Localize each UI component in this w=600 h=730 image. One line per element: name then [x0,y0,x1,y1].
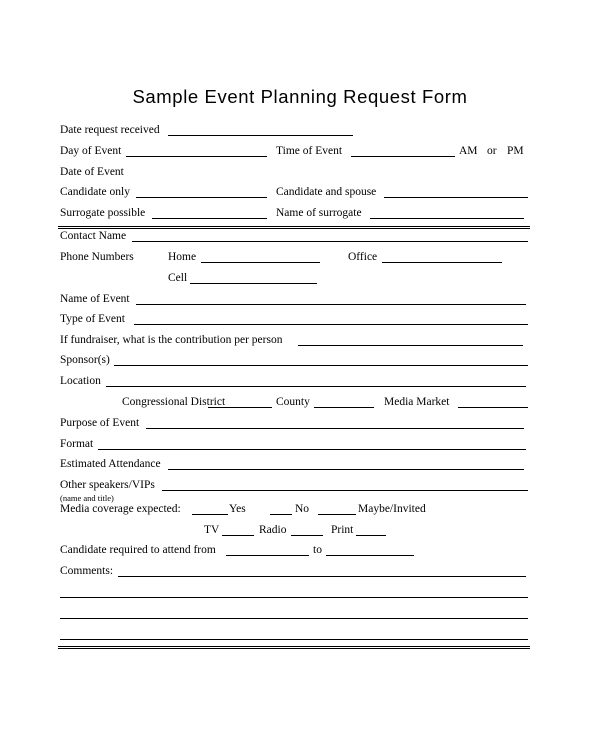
field-time-event[interactable] [351,156,455,157]
label-phone-numbers: Phone Numbers [60,251,134,263]
label-surrogate-possible: Surrogate possible [60,207,146,219]
field-county[interactable] [314,407,374,408]
field-radio[interactable] [291,535,323,536]
divider-double-bottom [58,646,530,649]
label-fundraiser: If fundraiser, what is the contribution per person [60,334,283,346]
label-home: Home [168,251,197,263]
label-media-coverage: Media coverage expected: [60,503,181,515]
field-name-surrogate[interactable] [370,218,524,219]
label-media-market: Media Market [384,396,450,408]
label-print: Print [331,524,354,536]
row-candidate [0,185,600,201]
label-date-request: Date request received [60,124,160,136]
field-congressional[interactable] [208,407,272,408]
row-cell [0,271,600,287]
label-tv: TV [204,524,220,536]
row-comments [0,564,600,580]
row-district [0,395,600,411]
field-media-market[interactable] [458,407,528,408]
field-sponsors[interactable] [114,365,528,366]
label-am: AM [459,145,478,157]
field-type-event[interactable] [134,324,528,325]
label-date-event: Date of Event [60,166,124,178]
label-name-surrogate: Name of surrogate [276,207,362,219]
field-attend-from[interactable] [226,555,309,556]
row-comments-3 [0,606,600,622]
row-fundraiser [0,333,600,349]
field-day-event[interactable] [126,156,267,157]
field-candidate-spouse[interactable] [384,197,528,198]
label-type-event: Type of Event [60,313,125,325]
row-day-time [0,144,600,160]
label-or: or [487,145,497,157]
label-maybe: Maybe/Invited [358,503,426,515]
label-name-event: Name of Event [60,293,130,305]
field-comments[interactable] [118,576,526,577]
label-name-title: (name and title) [60,493,114,503]
label-office: Office [348,251,378,263]
row-date-event [0,165,600,181]
field-location[interactable] [106,386,526,387]
row-comments-4 [0,627,600,643]
field-name-event[interactable] [136,304,526,305]
label-attend-from: Candidate required to attend from [60,544,216,556]
row-contact-name [0,229,600,245]
row-format [0,437,600,453]
row-attend [0,543,600,559]
field-no[interactable] [270,514,292,515]
field-attendance[interactable] [168,469,524,470]
field-contact-name[interactable] [132,241,528,242]
row-type-event [0,312,600,328]
label-speakers: Other speakers/VIPs [60,479,155,491]
label-sponsors: Sponsor(s) [60,354,110,366]
field-tv[interactable] [222,535,254,536]
label-to: to [313,544,322,556]
field-maybe[interactable] [318,514,356,515]
row-comments-2 [0,585,600,601]
field-comments-line[interactable] [60,639,528,640]
field-surrogate-possible[interactable] [152,218,267,219]
field-fundraiser[interactable] [298,345,523,346]
row-sponsors [0,353,600,369]
label-county: County [276,396,310,408]
field-print[interactable] [356,535,386,536]
label-format: Format [60,438,94,450]
row-media-type [0,523,600,539]
label-time-event: Time of Event [276,145,343,157]
field-attend-to[interactable] [326,555,414,556]
field-date-request[interactable] [168,135,353,136]
label-attendance: Estimated Attendance [60,458,161,470]
row-surrogate [0,206,600,222]
label-congressional: Congressional District [122,396,226,408]
field-home-phone[interactable] [201,262,320,263]
field-office-phone[interactable] [382,262,502,263]
label-no: No [295,503,310,515]
field-cell-phone[interactable] [190,283,317,284]
label-contact-name: Contact Name [60,230,127,242]
label-pm: PM [507,145,524,157]
field-comments-line[interactable] [60,618,528,619]
row-attendance [0,457,600,473]
label-cell: Cell [168,272,188,284]
label-comments: Comments: [60,565,114,577]
label-day-event: Day of Event [60,145,122,157]
row-purpose [0,416,600,432]
label-purpose: Purpose of Event [60,417,140,429]
field-purpose[interactable] [146,428,524,429]
row-phone [0,250,600,266]
label-candidate-only: Candidate only [60,186,130,198]
label-candidate-spouse: Candidate and spouse [276,186,377,198]
form-title: Sample Event Planning Request Form [132,86,468,107]
field-yes[interactable] [192,514,228,515]
label-location: Location [60,375,101,387]
field-comments-line[interactable] [60,597,528,598]
field-candidate-only[interactable] [136,197,267,198]
row-name-event [0,292,600,308]
field-format[interactable] [98,449,526,450]
label-yes: Yes [229,503,246,515]
label-radio: Radio [259,524,287,536]
row-location [0,374,600,390]
row-date-request [0,123,600,139]
row-media-coverage [0,502,600,518]
